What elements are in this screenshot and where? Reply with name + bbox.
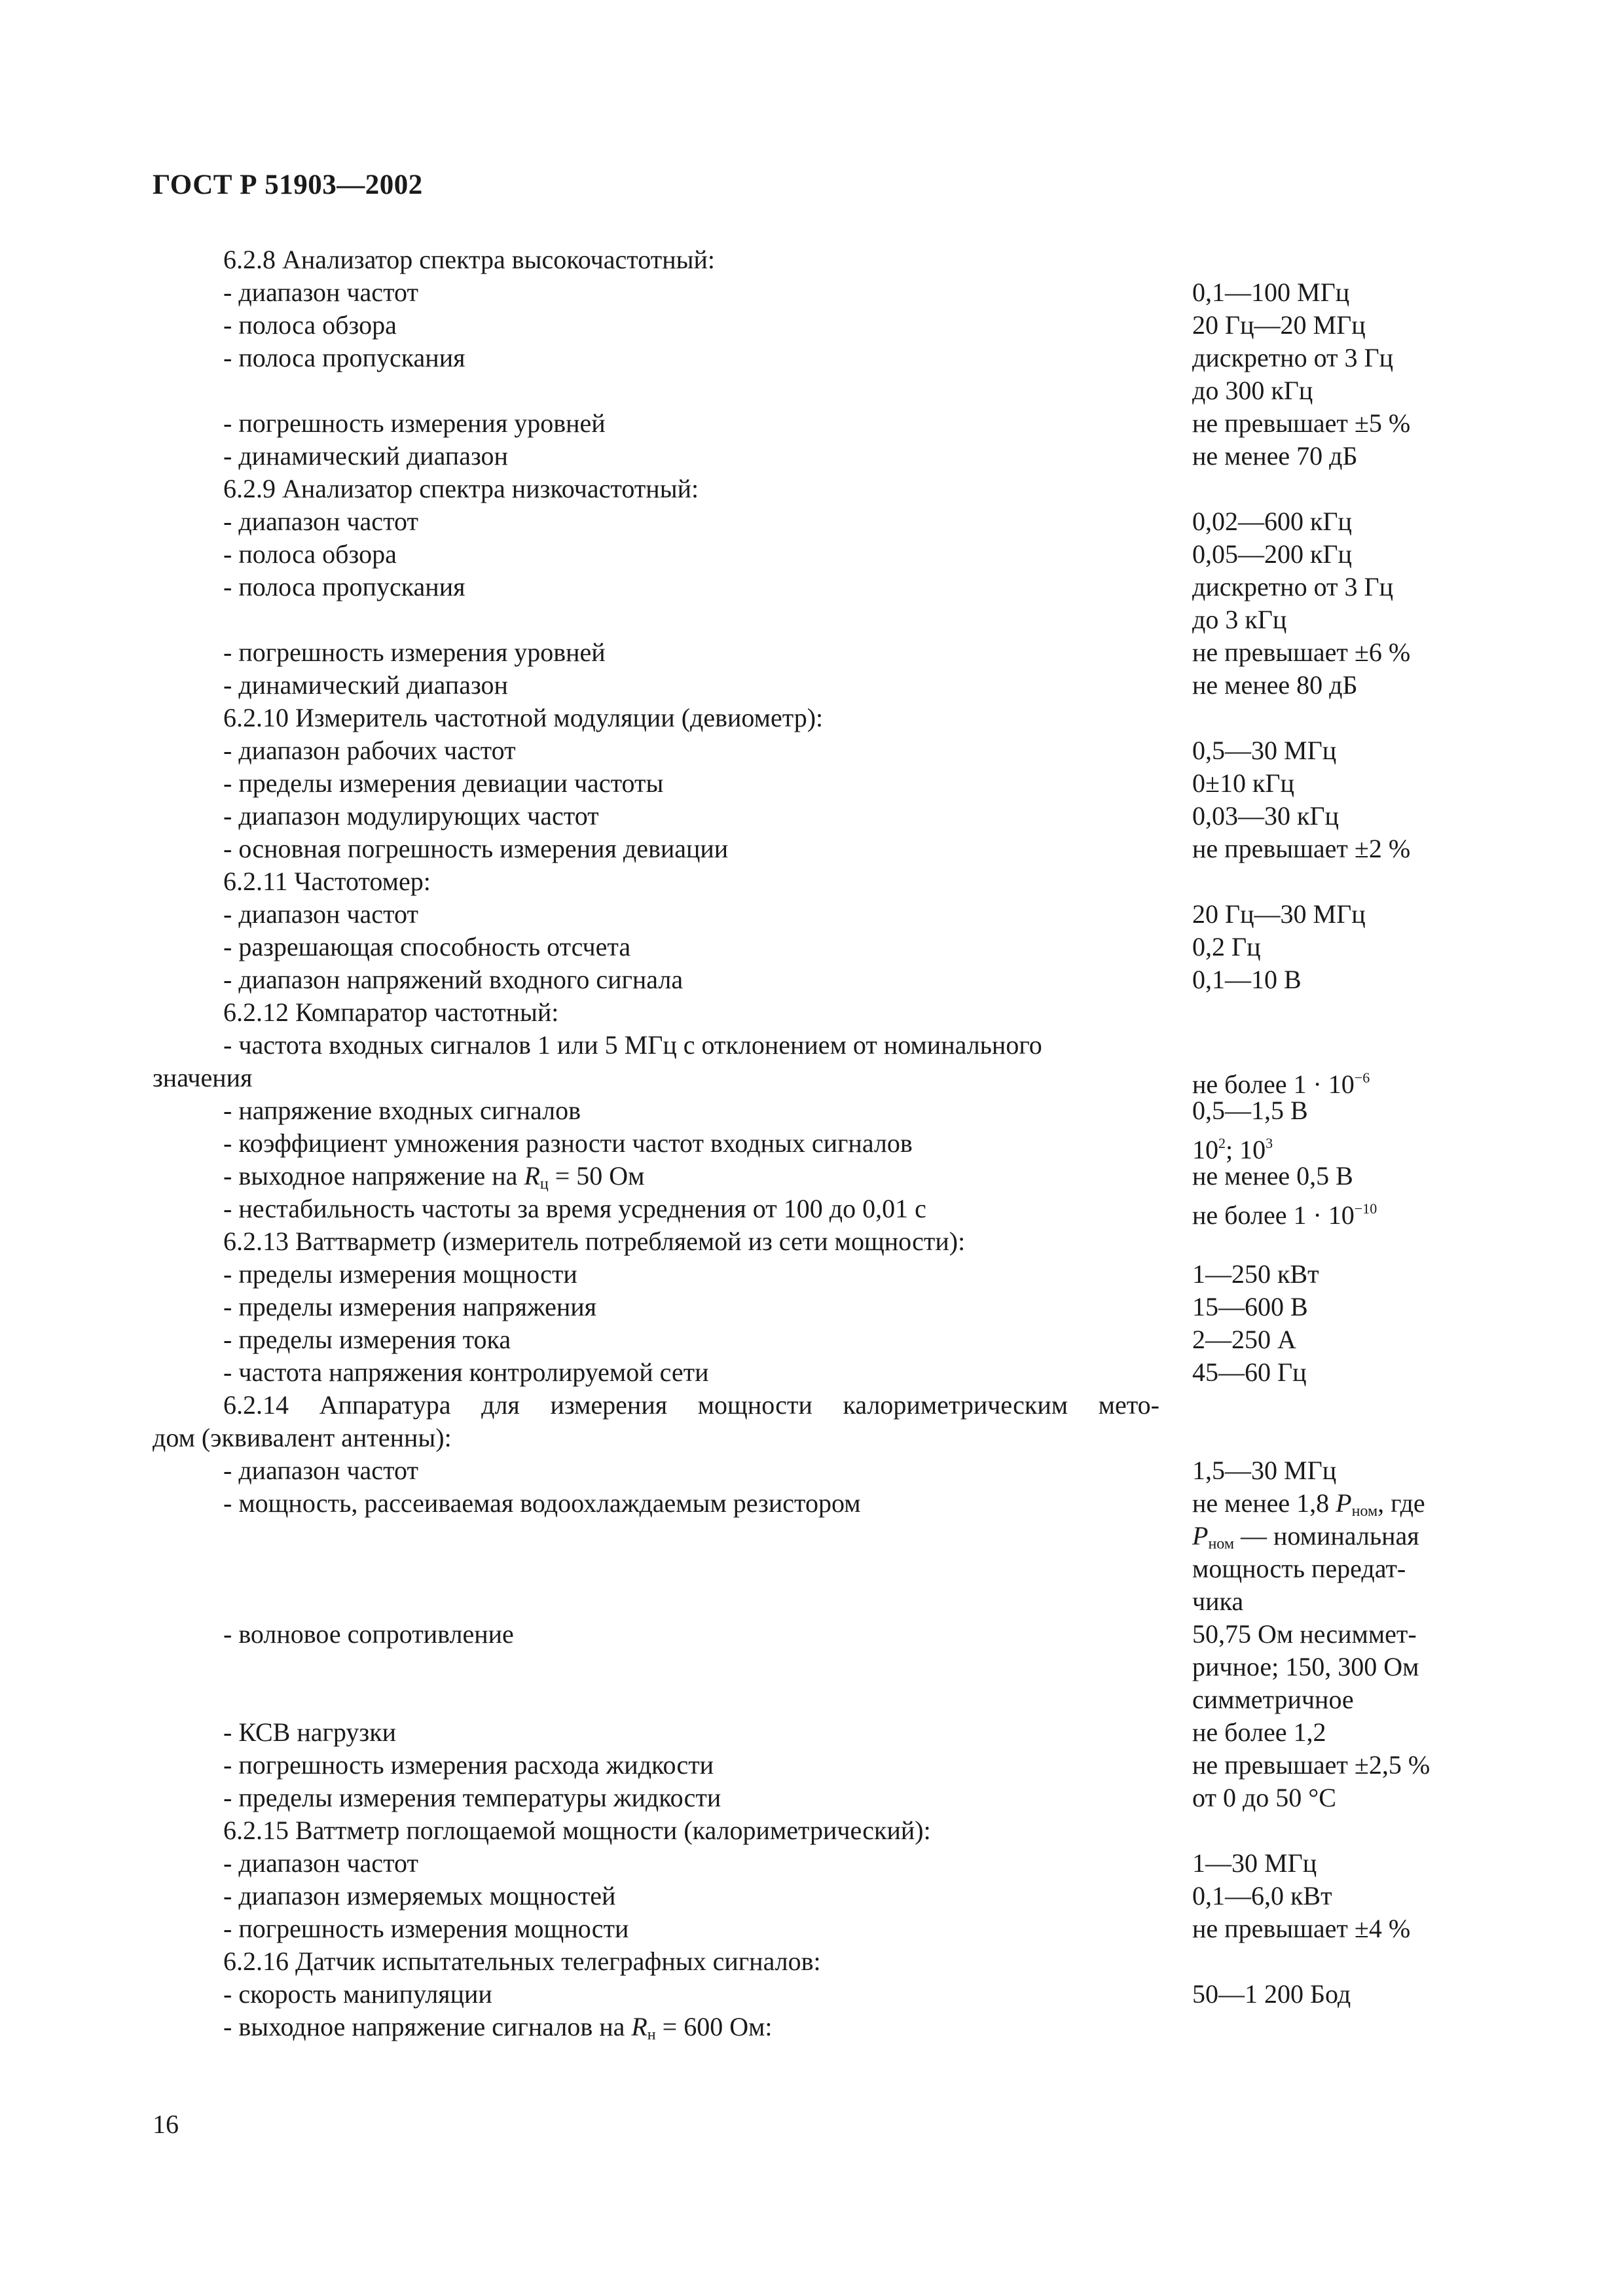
- spec-label: 6.2.13 Ваттварметр (измеритель потребляемой из сети мощности):: [223, 1225, 974, 1258]
- spec-line: [153, 833, 1482, 865]
- section-heading: [153, 702, 1482, 734]
- spec-label: - погрешность измерения уровней: [223, 636, 615, 669]
- section-heading: [153, 996, 1482, 1029]
- spec-label: - пределы измерения мощности: [223, 1258, 587, 1291]
- spec-label: - динамический диапазон: [223, 440, 517, 473]
- spec-value: $10^2$; $10^3$: [1192, 1135, 1273, 1164]
- spec-label: 6.2.10 Измеритель частотной модуляции (девиометр):: [223, 702, 832, 734]
- spec-value: не более 1,2: [1192, 1717, 1326, 1747]
- section-heading: [153, 865, 1482, 898]
- spec-value: 45—60 Гц: [1192, 1357, 1307, 1387]
- value-continuation: [153, 1683, 1482, 1716]
- spec-label: - диапазон модулирующих частот: [223, 800, 608, 833]
- spec-label: - КСВ нагрузки: [223, 1716, 405, 1749]
- spec-value: не более $1 \cdot 10^{-10}$: [1192, 1200, 1377, 1230]
- spec-value: 50—1 200 Бод: [1192, 1979, 1351, 2009]
- spec-line: [153, 1716, 1482, 1749]
- spec-label: - полоса пропускания: [223, 342, 475, 374]
- spec-value: 20 Гц—30 МГц: [1192, 899, 1366, 929]
- spec-value: не превышает ±2,5 %: [1192, 1750, 1431, 1780]
- spec-line: [153, 1127, 1482, 1164]
- spec-line: [153, 538, 1482, 571]
- spec-value: 50,75 Ом несиммет-: [1192, 1619, 1417, 1649]
- spec-line: [153, 1978, 1482, 2011]
- spec-value: 0±10 кГц: [1192, 768, 1294, 798]
- spec-value: симметричное: [1192, 1685, 1354, 1714]
- spec-label: - пределы измерения тока: [223, 1323, 520, 1356]
- spec-line: [153, 1062, 1482, 1099]
- spec-label: - разрешающая способность отсчета: [223, 931, 640, 963]
- value-continuation: [153, 1585, 1482, 1618]
- spec-label: 6.2.11 Частотомер:: [223, 865, 440, 898]
- spec-label: - выходное напряжение сигналов на $R_н = 600$ Ом:: [223, 2011, 782, 2051]
- spec-label: - погрешность измерения мощности: [223, 1912, 638, 1945]
- spec-line: [153, 963, 1482, 996]
- spec-label: - динамический диапазон: [223, 669, 517, 702]
- spec-label: - погрешность измерения уровней: [223, 407, 615, 440]
- spec-line: [153, 1618, 1482, 1651]
- spec-value: 0,03—30 кГц: [1192, 801, 1339, 831]
- spec-label: - диапазон частот: [223, 276, 428, 309]
- spec-label: - напряжение входных сигналов: [223, 1094, 590, 1127]
- spec-value: дискретно от 3 Гц: [1192, 572, 1394, 601]
- spec-line: [153, 1880, 1482, 1912]
- spec-value: 1—30 МГц: [1192, 1848, 1317, 1878]
- spec-value: 15—600 В: [1192, 1292, 1308, 1321]
- spec-label: дом (эквивалент антенны):: [153, 1422, 461, 1454]
- spec-value: 0,1—100 МГц: [1192, 278, 1350, 307]
- spec-value: ричное; 150, 300 Ом: [1192, 1652, 1419, 1681]
- spec-label: 6.2.15 Ваттметр поглощаемой мощности (калориметрический):: [223, 1814, 940, 1847]
- spec-value: 1—250 кВт: [1192, 1259, 1319, 1289]
- spec-line: [153, 407, 1482, 440]
- spec-label: - скорость манипуляции: [223, 1978, 501, 2011]
- section-heading: [153, 1389, 1482, 1422]
- spec-label: - коэффициент умножения разности частот входных сигналов: [223, 1127, 922, 1160]
- spec-line: [153, 1487, 1482, 1520]
- spec-line: [153, 1356, 1482, 1389]
- spec-value: не превышает ±4 %: [1192, 1914, 1411, 1943]
- spec-label: - выходное напряжение на $R_ц = 50$ Ом: [223, 1160, 653, 1200]
- spec-value: от 0 до 50 °С: [1192, 1783, 1336, 1812]
- spec-line: [153, 734, 1482, 767]
- spec-value: не превышает ±5 %: [1192, 408, 1411, 438]
- spec-line: [153, 276, 1482, 309]
- spec-line: [153, 1029, 1482, 1062]
- section-heading: [153, 1225, 1482, 1258]
- spec-value: 0,02—600 кГц: [1192, 507, 1352, 536]
- spec-label: значения: [153, 1062, 261, 1094]
- spec-label: 6.2.16 Датчик испытательных телеграфных сигналов:: [223, 1945, 830, 1978]
- spec-value: до 300 кГц: [1192, 376, 1313, 405]
- spec-line: [153, 1782, 1482, 1814]
- spec-value: до 3 кГц: [1192, 605, 1287, 634]
- spec-line: [153, 1454, 1482, 1487]
- spec-value: 0,2 Гц: [1192, 932, 1261, 961]
- spec-value: не менее 80 дБ: [1192, 670, 1358, 700]
- spec-line: [153, 898, 1482, 931]
- spec-label: - пределы измерения температуры жидкости: [223, 1782, 730, 1814]
- spec-label: - пределы измерения напряжения: [223, 1291, 606, 1323]
- spec-label: - нестабильность частоты за время усреднения от 100 до 0,01 с: [223, 1193, 936, 1225]
- spec-line: [153, 1422, 1482, 1454]
- value-continuation: [153, 374, 1482, 407]
- spec-label: 6.2.8 Анализатор спектра высокочастотный:: [223, 243, 724, 276]
- spec-label: - полоса обзора: [223, 309, 406, 342]
- spec-value: не менее 1,8 $P_{ном}$, где: [1192, 1488, 1425, 1520]
- section-heading: [153, 243, 1482, 276]
- spec-label: - диапазон частот: [223, 898, 428, 931]
- spec-line: [153, 1094, 1482, 1127]
- spec-label: - частота входных сигналов 1 или 5 МГц с отклонением от номинального: [223, 1029, 1051, 1062]
- spec-label: 6.2.14 Аппаратура для измерения мощности калориметрическим мето-: [223, 1389, 1159, 1422]
- spec-label: - диапазон рабочих частот: [223, 734, 525, 767]
- spec-value: 20 Гц—20 МГц: [1192, 310, 1366, 340]
- spec-label: - мощность, рассеиваемая водоохлаждаемым резистором: [223, 1487, 870, 1520]
- spec-label: - основная погрешность измерения девиации: [223, 833, 737, 865]
- spec-label: - пределы измерения девиации частоты: [223, 767, 672, 800]
- spec-value: 0,1—10 В: [1192, 965, 1302, 994]
- spec-value: дискретно от 3 Гц: [1192, 343, 1394, 372]
- spec-value: 2—250 А: [1192, 1325, 1296, 1354]
- spec-label: - диапазон измеряемых мощностей: [223, 1880, 625, 1912]
- section-heading: [153, 473, 1482, 505]
- spec-value: не более $1 \cdot 10^{-6}$: [1192, 1069, 1370, 1099]
- spec-value: не превышает ±2 %: [1192, 834, 1411, 863]
- spec-label: 6.2.12 Компаратор частотный:: [223, 996, 568, 1029]
- document-header: ГОСТ Р 51903—2002: [153, 170, 423, 200]
- spec-value: $P_{ном}$ — номинальная: [1192, 1521, 1419, 1552]
- spec-label: - диапазон частот: [223, 505, 428, 538]
- spec-line: [153, 2011, 1482, 2043]
- spec-value: 0,5—30 МГц: [1192, 736, 1337, 765]
- spec-line: [153, 1323, 1482, 1356]
- spec-line: [153, 1749, 1482, 1782]
- spec-label: - полоса обзора: [223, 538, 406, 571]
- spec-line: [153, 1193, 1482, 1230]
- spec-line: [153, 342, 1482, 374]
- spec-line: [153, 669, 1482, 702]
- value-continuation: [153, 1651, 1482, 1683]
- spec-label: - частота напряжения контролируемой сети: [223, 1356, 718, 1389]
- spec-label: - диапазон напряжений входного сигнала: [223, 963, 692, 996]
- spec-line: [153, 767, 1482, 800]
- spec-label: - диапазон частот: [223, 1454, 428, 1487]
- spec-value: не превышает ±6 %: [1192, 637, 1411, 667]
- spec-line: [153, 636, 1482, 669]
- spec-value: 0,5—1,5 В: [1192, 1096, 1308, 1125]
- spec-label: - погрешность измерения расхода жидкости: [223, 1749, 723, 1782]
- spec-line: [153, 800, 1482, 833]
- section-heading: [153, 1814, 1482, 1847]
- spec-value: чика: [1192, 1587, 1244, 1616]
- spec-label: - волновое сопротивление: [223, 1618, 523, 1651]
- spec-line: [153, 440, 1482, 473]
- spec-value: не менее 0,5 В: [1192, 1161, 1353, 1191]
- spec-line: [153, 1160, 1482, 1193]
- spec-label: - диапазон частот: [223, 1847, 428, 1880]
- spec-value: 0,1—6,0 кВт: [1192, 1881, 1332, 1910]
- spec-list: [153, 243, 1482, 2043]
- spec-line: [153, 1847, 1482, 1880]
- spec-line: [153, 1912, 1482, 1945]
- spec-value: не менее 70 дБ: [1192, 441, 1358, 471]
- spec-line: [153, 1291, 1482, 1323]
- section-heading: [153, 1945, 1482, 1978]
- value-continuation: [153, 603, 1482, 636]
- spec-line: [153, 1258, 1482, 1291]
- spec-label: 6.2.9 Анализатор спектра низкочастотный:: [223, 473, 708, 505]
- value-continuation: [153, 1552, 1482, 1585]
- spec-label: - полоса пропускания: [223, 571, 475, 603]
- spec-value: 1,5—30 МГц: [1192, 1456, 1337, 1485]
- spec-line: [153, 309, 1482, 342]
- spec-line: [153, 931, 1482, 963]
- spec-value: мощность передат-: [1192, 1554, 1406, 1583]
- spec-line: [153, 571, 1482, 603]
- spec-line: [153, 505, 1482, 538]
- spec-value: 0,05—200 кГц: [1192, 539, 1352, 569]
- value-continuation: [153, 1520, 1482, 1552]
- page-number: 16: [153, 2109, 179, 2139]
